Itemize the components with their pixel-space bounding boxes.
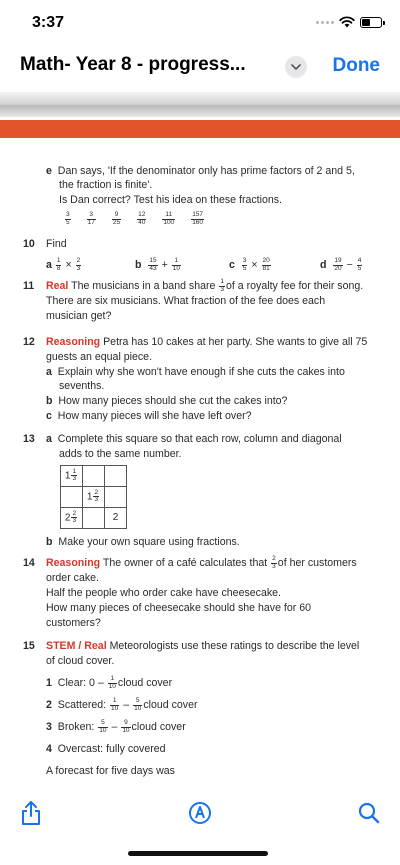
share-icon — [20, 800, 42, 826]
text-line: Make your own square using fractions. — [58, 536, 240, 548]
text-line: How many pieces should she cut the cakes into? — [58, 395, 288, 407]
fraction: $\frac{5}{10}$ — [134, 697, 142, 712]
list-number: 4 — [46, 743, 52, 755]
fraction: $\frac{5}{10}$ — [99, 719, 107, 734]
fraction: $\frac{9}{25}$ — [112, 211, 121, 226]
text-line: order cake. — [46, 572, 99, 584]
magic-cell: 2 — [105, 508, 127, 529]
cloud-rating-3 — [46, 720, 186, 734]
part-label: b — [135, 259, 142, 271]
text-line: adds to the same number. — [59, 448, 182, 460]
magic-square — [60, 465, 127, 529]
question-number: 13 — [23, 433, 35, 445]
page-header-band — [0, 92, 400, 117]
done-button[interactable]: Done — [332, 55, 380, 76]
text-line: Complete this square so that each row, column and diagonal — [57, 433, 342, 445]
bottom-toolbar — [0, 790, 400, 840]
nav-bar — [0, 44, 400, 88]
question-12a — [46, 365, 345, 379]
question-tag: Real — [46, 280, 69, 292]
text-line: customers? — [46, 617, 101, 629]
status-time: 3:37 — [32, 14, 65, 31]
question-10c — [229, 258, 272, 272]
text-line: of cloud cover. — [46, 655, 115, 667]
fraction: $\frac{3}{5}$ — [242, 257, 247, 272]
question-10a — [46, 258, 82, 272]
question-tag: STEM / Real — [46, 640, 107, 652]
fraction: $\frac{1}{3}$ — [220, 278, 225, 293]
part-label: e — [46, 165, 52, 177]
question-number: 15 — [23, 640, 35, 652]
operator: – — [111, 721, 118, 733]
question-tag: Reasoning — [46, 336, 101, 348]
text-line: Meteorologists use these ratings to describe the level — [109, 640, 360, 652]
question-14 — [46, 556, 357, 570]
fraction: $\frac{157}{160}$ — [192, 211, 204, 226]
text-line: Is Dan correct? Test his idea on these fractions. — [59, 194, 282, 206]
text-line: Find — [46, 238, 67, 250]
question-12b — [46, 394, 287, 408]
text-line: Dan says, 'If the denominator only has prime factors of 2 and 5, — [57, 165, 355, 177]
magic-cell: 1 $\frac{1}{3}$ — [61, 466, 83, 487]
text-line: Broken: — [57, 721, 95, 733]
document-title: Math- Year 8 - progress... — [20, 54, 246, 75]
text-line: How many pieces will she have left over? — [57, 410, 252, 422]
text-line: Scattered: — [57, 699, 107, 711]
search-icon — [358, 802, 380, 824]
question-13a — [46, 432, 342, 446]
question-number: 14 — [23, 557, 35, 569]
fraction-list — [64, 212, 205, 226]
title-menu-button[interactable] — [285, 56, 307, 78]
fraction: $\frac{20}{81}$ — [262, 257, 270, 272]
part-label: b — [46, 536, 53, 548]
part-label: a — [46, 433, 52, 445]
operator: × — [65, 259, 72, 271]
signal-icon — [316, 21, 334, 24]
chevron-down-icon — [291, 64, 301, 70]
part-label: a — [46, 366, 52, 378]
text-line: cloud cover — [143, 699, 198, 711]
markup-button[interactable] — [187, 800, 213, 826]
cloud-rating-4 — [46, 742, 166, 756]
question-13b — [46, 535, 240, 549]
fraction: $\frac{9}{10}$ — [122, 719, 130, 734]
question-10d — [320, 258, 363, 272]
fraction: $\frac{3}{5}$ — [66, 211, 70, 226]
text-line: sevenths. — [59, 380, 105, 392]
fraction: $\frac{4}{5}$ — [357, 257, 362, 272]
magic-cell — [105, 487, 127, 508]
text-line: There are six musicians. What fraction of the fee does each — [46, 295, 326, 307]
magic-cell — [83, 508, 105, 529]
status-icons — [316, 16, 382, 28]
operator: − — [346, 259, 353, 271]
fraction: $\frac{1}{8}$ — [56, 257, 61, 272]
fraction: $\frac{1}{10}$ — [172, 257, 180, 272]
text-line: The musicians in a band share — [71, 280, 216, 292]
list-number: 1 — [46, 677, 52, 689]
status-bar — [0, 0, 400, 44]
markup-icon — [188, 801, 212, 825]
text-line: Clear: 0 – — [57, 677, 104, 689]
fraction: $\frac{15}{43}$ — [149, 257, 157, 272]
question-number: 11 — [23, 280, 35, 292]
fraction: $\frac{2}{3}$ — [272, 555, 276, 570]
text-line: cloud cover — [117, 677, 173, 689]
text-line: Half the people who order cake have cheesecake. — [46, 587, 281, 599]
home-indicator[interactable] — [128, 851, 268, 856]
magic-cell — [61, 487, 83, 508]
text-line: Overcast: fully covered — [57, 743, 166, 755]
fraction: $\frac{1}{10}$ — [108, 675, 116, 690]
question-e — [46, 164, 355, 178]
question-number: 10 — [23, 238, 35, 250]
magic-cell: 2 $\frac{2}{3}$ — [61, 508, 83, 529]
text-line: of a royalty fee for their song. — [226, 280, 364, 292]
part-label: c — [46, 410, 52, 422]
question-number: 12 — [23, 336, 35, 348]
cloud-rating-1 — [46, 676, 172, 690]
document-page[interactable] — [0, 160, 400, 780]
operator: × — [251, 259, 258, 271]
part-label: a — [46, 259, 52, 271]
fraction: $\frac{11}{100}$ — [163, 211, 175, 226]
question-10b — [135, 258, 182, 272]
page-color-band — [0, 120, 400, 138]
document-header — [0, 92, 400, 140]
text-line: Petra has 10 cakes at her party. She wants to give all 75 — [103, 336, 368, 348]
list-number: 2 — [46, 699, 52, 711]
battery-icon — [360, 17, 382, 28]
magic-cell — [83, 466, 105, 487]
fraction: $\frac{3}{17}$ — [87, 211, 95, 226]
text-line: guests an equal piece. — [46, 351, 153, 363]
text-line: How many pieces of cheesecake should she have for 60 — [46, 602, 311, 614]
part-label: d — [320, 259, 327, 271]
search-button[interactable] — [356, 800, 382, 826]
part-label: c — [229, 259, 235, 271]
text-line: The owner of a café calculates that — [102, 557, 268, 569]
operator: + — [161, 259, 168, 271]
cloud-rating-2 — [46, 698, 198, 712]
question-12 — [46, 335, 367, 349]
question-15 — [46, 639, 359, 653]
magic-cell: 1 $\frac{2}{3}$ — [83, 487, 105, 508]
question-12c — [46, 409, 252, 423]
operator: – — [123, 699, 130, 711]
text-line: of her customers — [277, 557, 357, 569]
share-button[interactable] — [18, 800, 44, 826]
part-label: b — [46, 395, 53, 407]
text-line: A forecast for five days was — [46, 765, 175, 777]
question-11 — [46, 279, 363, 293]
question-tag: Reasoning — [46, 557, 101, 569]
text-line: musician get? — [46, 310, 112, 322]
fraction: $\frac{12}{40}$ — [138, 211, 146, 226]
magic-cell — [105, 466, 127, 487]
list-number: 3 — [46, 721, 52, 733]
text-line: cloud cover — [131, 721, 186, 733]
text-line: Explain why she won't have enough if she cuts the cakes into — [57, 366, 345, 378]
wifi-icon — [339, 16, 355, 28]
fraction: $\frac{19}{20}$ — [334, 257, 342, 272]
text-line: the fraction is finite'. — [59, 179, 153, 191]
fraction: $\frac{1}{10}$ — [111, 697, 119, 712]
fraction: $\frac{2}{3}$ — [76, 257, 81, 272]
